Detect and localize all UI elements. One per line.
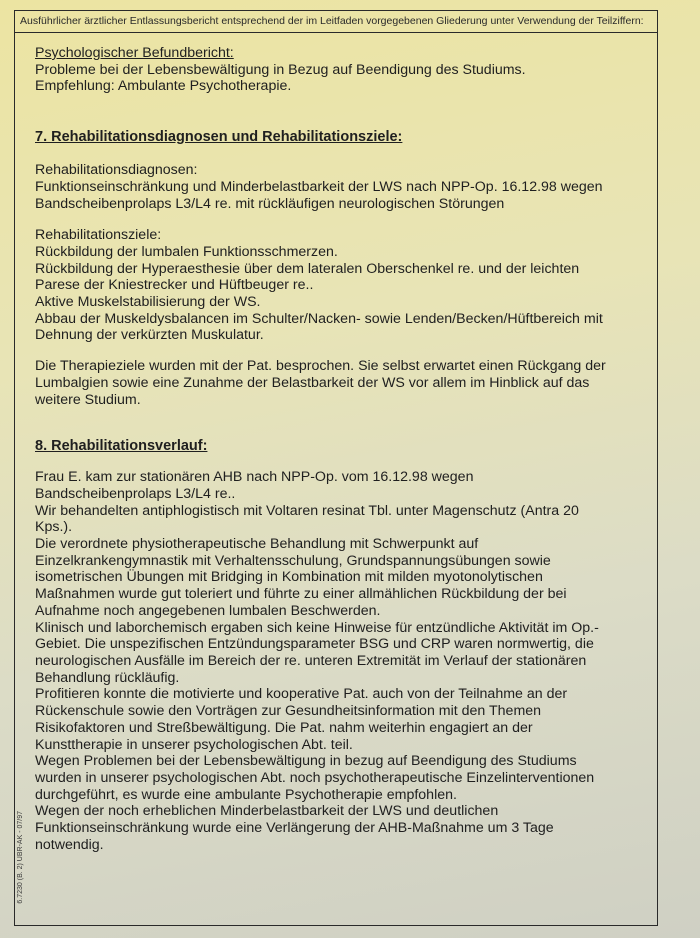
text-line: isometrischen Übungen mit Bridging in Kombination mit milden myotonolytischen — [35, 569, 543, 586]
diagnoses-block — [35, 162, 645, 212]
section-7-heading: 7. Rehabilitationsdiagnosen und Rehabilitationsziele: — [35, 129, 403, 146]
text-line: Wegen Problemen bei der Lebensbewältigung in bezug auf Beendigung des Studiums — [35, 753, 577, 770]
text-line: Wegen der noch erheblichen Minderbelastbarkeit der LWS und deutlichen — [35, 803, 499, 820]
psych-title: Psychologischer Befundbericht: — [35, 45, 234, 61]
text-line: Einzelkrankengymnastik mit Verhaltensschulung, Grundspannungsübungen sowie — [35, 552, 551, 569]
text-line: Abbau der Muskeldysbalancen im Schulter/Nacken- sowie Lenden/Becken/Hüftbereich mit — [35, 310, 603, 327]
text-line: Frau E. kam zur stationären AHB nach NPP-Op. vom 16.12.98 wegen — [35, 469, 474, 486]
text-line: Probleme bei der Lebensbewältigung in Bezug auf Beendigung des Studiums. — [35, 61, 526, 78]
text-line: Kunsttherapie in unserer psychologischen Abt. teil. — [35, 736, 353, 753]
diagnoses-label: Rehabilitationsdiagnosen: — [35, 162, 198, 179]
text-line: notwendig. — [35, 836, 104, 853]
goals-label: Rehabilitationsziele: — [35, 227, 162, 244]
section-8-heading: 8. Rehabilitationsverlauf: — [35, 438, 208, 455]
text-line: Kps.). — [35, 519, 73, 536]
text-line: durchgeführt, es wurde eine ambulante Psychotherapie empfohlen. — [35, 786, 457, 803]
text-line: Bandscheibenprolaps L3/L4 re. mit rückläufigen neurologischen Störungen — [35, 195, 505, 212]
form-code-note: 6.7230 (B. 2) UBR-AK - 07/97 — [17, 811, 24, 904]
report-content — [35, 43, 645, 853]
text-line: Lumbalgien sowie eine Zunahme der Belastbarkeit der WS vor allem im Hinblick auf das — [35, 374, 590, 391]
text-line: Die verordnete physiotherapeutische Behandlung mit Schwerpunkt auf — [35, 536, 479, 553]
text-line: Bandscheibenprolaps L3/L4 re.. — [35, 485, 236, 502]
text-line: Empfehlung: Ambulante Psychotherapie. — [35, 78, 292, 95]
text-line: Aufnahme noch angegebenen lumbalen Beschwerden. — [35, 602, 381, 619]
text-line: Funktionseinschränkung wurde eine Verlängerung der AHB-Maßnahme um 3 Tage — [35, 820, 554, 837]
course-block — [35, 469, 645, 853]
form-header: Ausführlicher ärztlicher Entlassungsbericht entsprechend der im Leitfaden vorgegebenen Gliederung unter Verwendung der Teilziffern: — [15, 11, 657, 33]
text-line: Dehnung der verkürzten Muskulatur. — [35, 327, 264, 344]
text-line: Maßnahmen wurde gut toleriert und führte zu einer allmählichen Rückbildung der bei — [35, 586, 567, 603]
text-line: Funktionseinschränkung und Minderbelastbarkeit der LWS nach NPP-Op. 16.12.98 wegen — [35, 178, 603, 195]
text-line: weitere Studium. — [35, 391, 141, 408]
text-line: Klinisch und laborchemisch ergaben sich keine Hinweise für entzündliche Aktivität im Op.- — [35, 619, 599, 636]
text-line: Gebiet. Die unspezifischen Entzündungsparameter BSG und CRP waren normwertig, die — [35, 636, 594, 653]
text-line: Rückbildung der lumbalen Funktionsschmerzen. — [35, 243, 338, 260]
text-line: wurden in unserer psychologischen Abt. noch psychotherapeutische Einzelinterventionen — [35, 769, 595, 786]
text-line: Wir behandelten antiphlogistisch mit Voltaren resinat Tbl. unter Magenschutz (Antra 20 — [35, 502, 579, 519]
text-line: Parese der Kniestrecker und Hüftbeuger re.. — [35, 277, 314, 294]
text-line: Aktive Muskelstabilisierung der WS. — [35, 294, 261, 311]
therapy-goals-block — [35, 358, 645, 408]
text-line: Rückenschule sowie den Vorträgen zur Gesundheitsinformation mit den Themen — [35, 703, 542, 720]
report-page — [14, 10, 658, 926]
psych-report — [35, 45, 645, 95]
goals-block — [35, 227, 645, 344]
text-line: Die Therapieziele wurden mit der Pat. besprochen. Sie selbst erwartet einen Rückgang der — [35, 358, 606, 375]
text-line: Risikofaktoren und Streßbewältigung. Die Pat. nahm weiterhin engagiert an der — [35, 719, 533, 736]
text-line: Rückbildung der Hyperaesthesie über dem lateralen Oberschenkel re. und der leichten — [35, 260, 580, 277]
text-line: Profitieren konnte die motivierte und kooperative Pat. auch von der Teilnahme an der — [35, 686, 568, 703]
text-line: neurologischen Ausfälle im Bereich der re. unteren Extremität im Verlauf der stationären — [35, 652, 587, 669]
text-line: Behandlung rückläufig. — [35, 669, 180, 686]
